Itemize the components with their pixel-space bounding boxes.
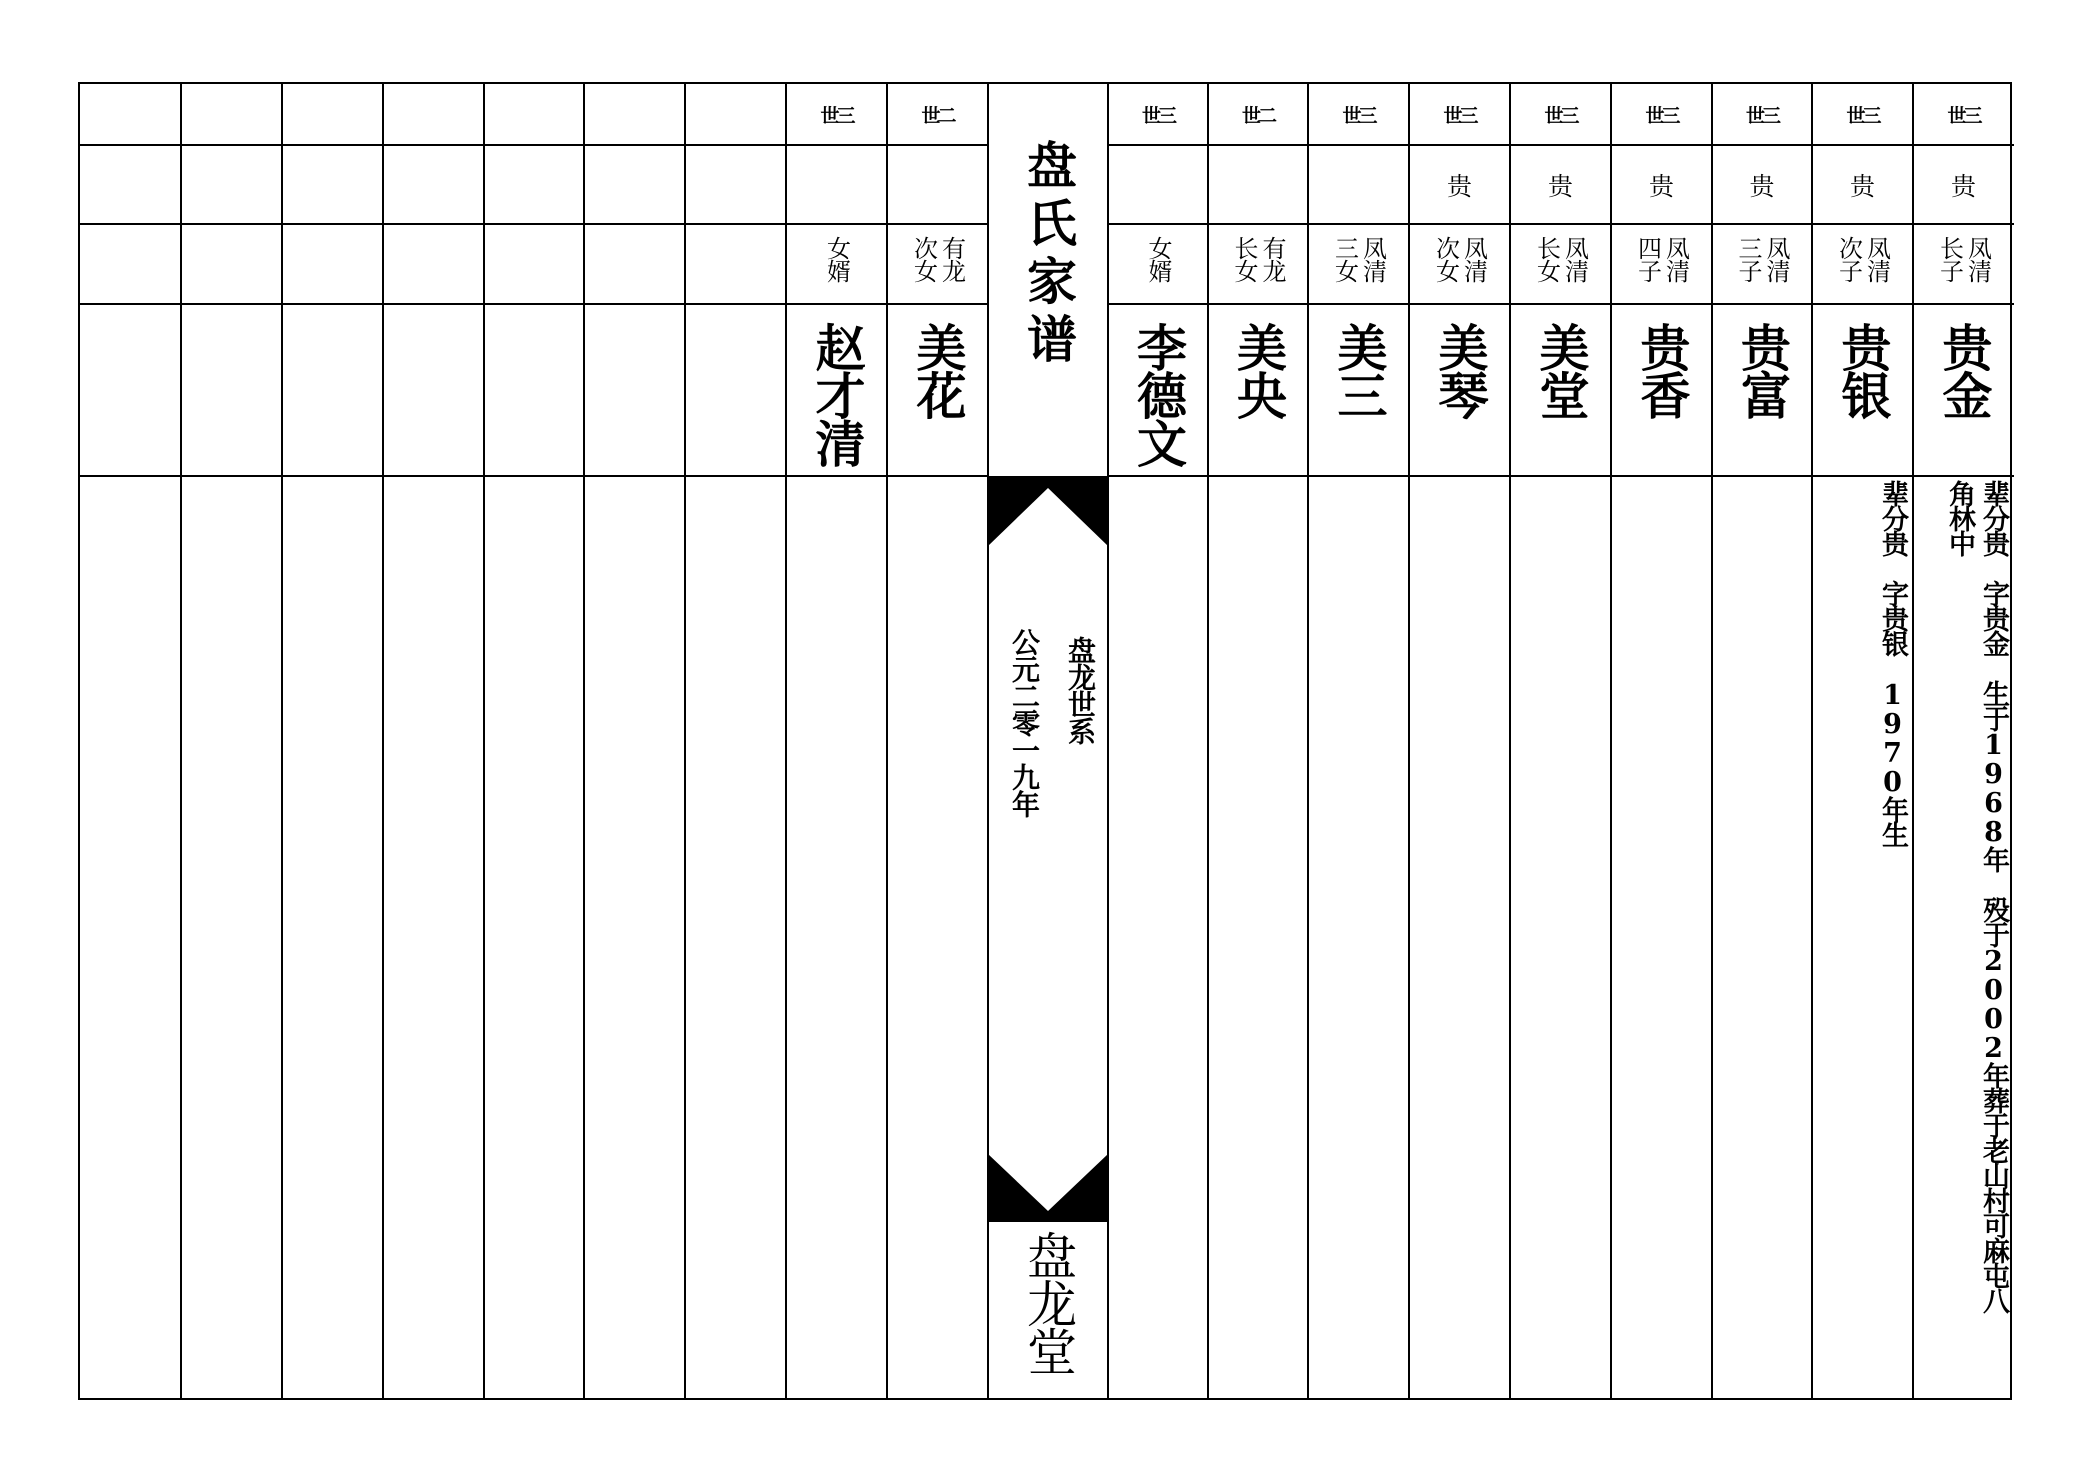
person-name-text: 贵金: [1934, 322, 1994, 418]
relation-label: [80, 224, 181, 304]
person-name: [1409, 304, 1510, 476]
generation-name: [1510, 145, 1611, 224]
person-name: [1108, 304, 1208, 476]
generation-text: 世三: [1947, 105, 1980, 127]
person-name: [1712, 304, 1812, 476]
lineage-series: 盘龙世系: [1064, 636, 1097, 744]
relation-label: [1108, 224, 1208, 304]
person-name: [1913, 304, 2014, 476]
relation-label: [685, 224, 786, 304]
generation-name: [1611, 145, 1712, 224]
generation-label: [786, 84, 887, 145]
relation-label: [1409, 224, 1510, 304]
generation-name: [1208, 145, 1308, 224]
generation-label: [584, 84, 685, 145]
biography-cell: [1510, 476, 1611, 1402]
relation-text: 有龙长女: [1230, 236, 1286, 282]
relation-label: [1611, 224, 1712, 304]
person-name-text: 赵才清: [807, 322, 867, 466]
relation-label: [584, 224, 685, 304]
generation-name: [685, 145, 786, 224]
generation-name-text: 贵: [1849, 171, 1875, 201]
generation-name: [1913, 145, 2014, 224]
generation-name: [584, 145, 685, 224]
spine-panel: [988, 476, 1108, 1222]
generation-text: 世三: [1645, 105, 1678, 127]
generation-name-text: 贵: [1648, 171, 1674, 201]
generation-text: 世三: [1846, 105, 1879, 127]
biography-cell: [1208, 476, 1308, 1402]
generation-label: [1812, 84, 1913, 145]
generation-label: [1510, 84, 1611, 145]
relation-label: [181, 224, 282, 304]
generation-name: [786, 145, 887, 224]
relation-text: 凤清四子: [1633, 236, 1690, 282]
generation-name: [484, 145, 584, 224]
person-name: [484, 304, 584, 476]
relation-label: [1913, 224, 2014, 304]
book-title: [988, 84, 1108, 476]
biography-text-continued: 角林中: [1944, 480, 1975, 555]
person-name: [1611, 304, 1712, 476]
relation-label: [1308, 224, 1409, 304]
generation-name: [282, 145, 383, 224]
biography-cell: [1611, 476, 1712, 1402]
generation-text: 世三: [1342, 105, 1375, 127]
person-name-text: 美三: [1329, 322, 1389, 418]
generation-label: [282, 84, 383, 145]
generation-name-text: 贵: [1950, 171, 1976, 201]
generation-label: [181, 84, 282, 145]
generation-name-text: 贵: [1749, 171, 1775, 201]
person-name: [80, 304, 181, 476]
person-name-text: 贵银: [1833, 322, 1893, 418]
person-name-text: 美堂: [1531, 322, 1591, 418]
generation-name: [1108, 145, 1208, 224]
hall-name-text: 盘龙堂: [1019, 1230, 1077, 1374]
relation-text: 凤清次子: [1834, 236, 1891, 282]
relation-label: [383, 224, 484, 304]
biography-cell: [1913, 476, 2014, 1402]
person-name: [1208, 304, 1308, 476]
relation-text: 凤清三子: [1734, 236, 1790, 282]
generation-name: [887, 145, 988, 224]
generation-name-text: 贵: [1547, 171, 1573, 201]
spine-fishtail-top-icon: [988, 476, 1108, 1222]
generation-label: [887, 84, 988, 145]
person-name-text: 美琴: [1430, 322, 1490, 418]
genealogy-sheet: [78, 82, 2012, 1400]
generation-name: [181, 145, 282, 224]
person-name: [282, 304, 383, 476]
person-name: [887, 304, 988, 476]
book-title-text: 盘氏家谱: [1019, 139, 1077, 371]
relation-text: 有龙次女: [909, 236, 966, 282]
generation-text: 世二: [1241, 105, 1274, 127]
relation-text: 女婿: [822, 236, 851, 282]
relation-label: [1510, 224, 1611, 304]
generation-label: [685, 84, 786, 145]
generation-name: [1712, 145, 1812, 224]
biography-cell: [1812, 476, 1913, 1402]
generation-label: [1108, 84, 1208, 145]
generation-text: 世三: [1544, 105, 1577, 127]
biography-cell: [1108, 476, 1208, 1402]
person-name-text: 贵富: [1733, 322, 1792, 418]
hall-name: [988, 1230, 1108, 1400]
relation-label: [484, 224, 584, 304]
generation-label: [484, 84, 584, 145]
biography-cell: [1308, 476, 1409, 1402]
person-name: [181, 304, 282, 476]
relation-text: 凤清次女: [1431, 236, 1488, 282]
generation-label: [1208, 84, 1308, 145]
generation-label: [1409, 84, 1510, 145]
relation-label: [282, 224, 383, 304]
biography-cell: [1712, 476, 1812, 1402]
relation-text: 凤清长女: [1532, 236, 1589, 282]
generation-label: [80, 84, 181, 145]
generation-text: 世三: [1443, 105, 1476, 127]
generation-text: 世三: [820, 105, 853, 127]
generation-name: [80, 145, 181, 224]
relation-label: [887, 224, 988, 304]
generation-label: [1611, 84, 1712, 145]
person-name-text: 贵香: [1632, 322, 1692, 418]
generation-label: [383, 84, 484, 145]
generation-label: [1913, 84, 2014, 145]
generation-text: 世三: [1141, 105, 1174, 127]
relation-text: 凤清长子: [1935, 236, 1992, 282]
generation-name: [1308, 145, 1409, 224]
person-name-text: 李德文: [1129, 322, 1188, 466]
person-name: [584, 304, 685, 476]
person-name: [786, 304, 887, 476]
biography-text: 辈分贵 字贵银 1970年生: [1877, 480, 1908, 846]
relation-text: 女婿: [1144, 236, 1172, 282]
person-name-text: 美央: [1229, 322, 1288, 418]
person-name-text: 美花: [908, 322, 968, 418]
person-name: [1812, 304, 1913, 476]
generation-label: [1308, 84, 1409, 145]
person-name: [383, 304, 484, 476]
person-name: [1510, 304, 1611, 476]
compile-date: 公元二零一九年: [1008, 628, 1041, 817]
biography-text: 辈分贵 字贵金 生于1968年 殁于2002年葬于老山村可麻屯八: [1978, 480, 2009, 1312]
relation-label: [1208, 224, 1308, 304]
relation-label: [1712, 224, 1812, 304]
relation-label: [786, 224, 887, 304]
generation-name: [1812, 145, 1913, 224]
biography-cell: [1409, 476, 1510, 1402]
person-name: [1308, 304, 1409, 476]
generation-text: 世二: [921, 105, 954, 127]
generation-name: [383, 145, 484, 224]
relation-text: 凤清三女: [1330, 236, 1387, 282]
generation-name-text: 贵: [1446, 171, 1472, 201]
generation-text: 世三: [1745, 105, 1778, 127]
generation-name: [1409, 145, 1510, 224]
generation-label: [1712, 84, 1812, 145]
relation-label: [1812, 224, 1913, 304]
person-name: [685, 304, 786, 476]
